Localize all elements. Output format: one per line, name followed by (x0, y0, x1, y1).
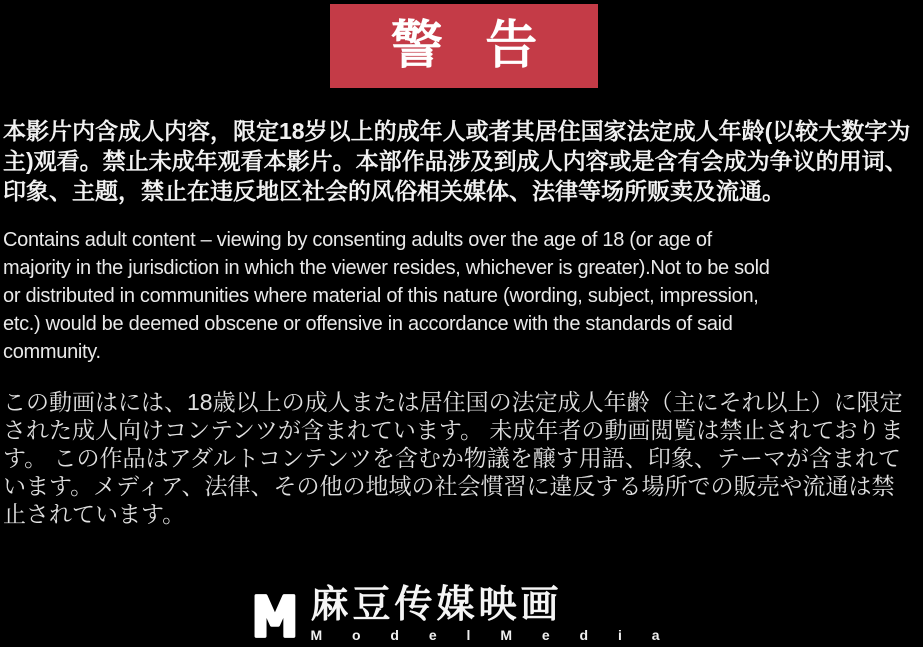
logo-text-block (310, 585, 672, 643)
m-logo-icon (250, 591, 298, 641)
studio-logo (250, 585, 672, 643)
warning-banner (330, 4, 598, 88)
notice-japanese: この動画はには、18歳以上の成人または居住国の法定成人年齢（主にそれ以上）に限定 された成人向けコンテンツが含まれています。 未成年者の動画閲覧は禁止されておりま す。 この作品はアダルトコンテンツを含むか物議を醸す用語、印象、テーマが含まれて います。メディア、法律、その他の地域の社会慣習に違反する場所での販売や流通は禁 止されています。 (3, 389, 904, 527)
notice-english: Contains adult content – viewing by consenting adults over the age of 18 (or age of majority in the jurisdiction in which the viewer resides, whichever is greater).Not to be sold or distributed in communities where material of this nature (wording, subject, impression, etc.) would be deemed obscene or offensive in accordance with the standards of said community. (3, 229, 770, 363)
notice-chinese: 本影片内含成人内容，限定18岁以上的成年人或者其居住国家法定成人年龄(以较大数字为 主)观看。禁止未成年观看本影片。本部作品涉及到成人内容或是含有会成为争议的用词、 印象、主题，禁止在违反地区社会的风俗相关媒体、法律等场所贩卖及流通。 (3, 118, 911, 204)
warning-title: 警 告 (390, 17, 552, 75)
logo-cjk-text: 麻豆传媒映画 (310, 584, 563, 626)
logo-latin-text: M o d e l M e d i a (310, 627, 673, 643)
